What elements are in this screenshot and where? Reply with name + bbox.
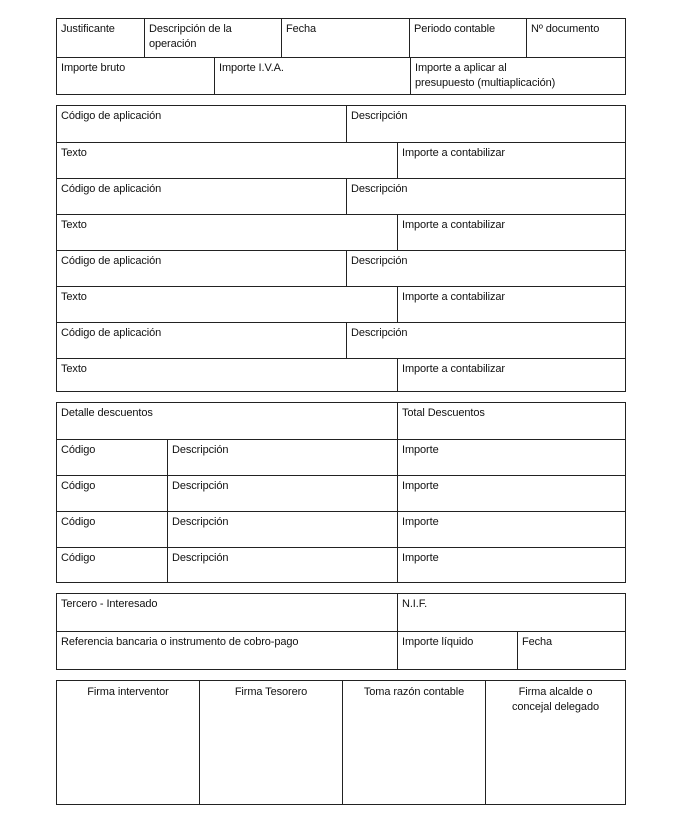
descuento-row xyxy=(57,511,625,547)
justificante-field[interactable] xyxy=(57,19,144,57)
nif-label: N.I.F. xyxy=(402,598,428,610)
descuento-descripcion-label: Descripción xyxy=(172,444,229,456)
referencia-bancaria-field[interactable] xyxy=(57,632,397,669)
codigo-aplicacion-field[interactable] xyxy=(57,179,346,214)
tercero-row-2 xyxy=(57,631,625,669)
importe-liquido-field[interactable] xyxy=(397,632,517,669)
importe-aplicar-label: Importe a aplicar al presupuesto (multiaplicación) xyxy=(415,62,556,89)
codigo-aplicacion-label: Código de aplicación xyxy=(61,255,162,267)
descuento-descripcion-field[interactable] xyxy=(167,512,397,547)
aplicacion-1-codigo-row xyxy=(57,106,625,142)
referencia-bancaria-label: Referencia bancaria o instrumento de cobro-pago xyxy=(61,636,299,648)
codigo-aplicacion-label: Código de aplicación xyxy=(61,327,162,339)
descuento-importe-label: Importe xyxy=(402,444,439,456)
firmas-row xyxy=(57,681,625,804)
aplicacion-1-texto-row xyxy=(57,142,625,178)
descripcion-label: Descripción xyxy=(351,183,408,195)
firma-interventor-box[interactable] xyxy=(57,681,199,804)
importe-aplicar-field[interactable] xyxy=(410,58,625,94)
descuento-row xyxy=(57,547,625,582)
n-documento-field[interactable] xyxy=(526,19,625,57)
descuento-importe-field[interactable] xyxy=(397,512,625,547)
descuento-importe-label: Importe xyxy=(402,552,439,564)
texto-label: Texto xyxy=(61,291,87,303)
tercero-interesado-label: Tercero - Interesado xyxy=(61,598,158,610)
descripcion-label: Descripción xyxy=(351,110,408,122)
descuento-descripcion-field[interactable] xyxy=(167,476,397,511)
texto-field[interactable] xyxy=(57,359,397,391)
importe-contabilizar-label: Importe a contabilizar xyxy=(402,363,505,375)
descuento-row xyxy=(57,439,625,475)
total-descuentos-label: Total Descuentos xyxy=(402,407,485,419)
importe-contabilizar-label: Importe a contabilizar xyxy=(402,291,505,303)
importe-iva-field[interactable] xyxy=(214,58,410,94)
descripcion-label: Descripción xyxy=(351,255,408,267)
descuento-row xyxy=(57,475,625,511)
tercero-fecha-field[interactable] xyxy=(517,632,625,669)
importe-bruto-label: Importe bruto xyxy=(61,62,126,74)
descuento-codigo-field[interactable] xyxy=(57,440,167,475)
detalle-descuentos-field[interactable] xyxy=(57,403,397,439)
firma-alcalde-label: Firma alcalde o concejal delegado xyxy=(512,686,599,713)
firma-tesorero-label: Firma Tesorero xyxy=(234,686,308,698)
tercero-block xyxy=(56,593,626,670)
descripcion-operacion-label: Descripción de la operación xyxy=(149,23,232,50)
codigo-aplicacion-field[interactable] xyxy=(57,323,346,358)
importe-bruto-field[interactable] xyxy=(57,58,214,94)
texto-field[interactable] xyxy=(57,287,397,322)
descuento-codigo-field[interactable] xyxy=(57,512,167,547)
nif-field[interactable] xyxy=(397,594,625,631)
importe-contabilizar-field[interactable] xyxy=(397,359,625,391)
header-block xyxy=(56,18,626,95)
importe-iva-label: Importe I.V.A. xyxy=(219,62,284,74)
tercero-interesado-field[interactable] xyxy=(57,594,397,631)
descuento-codigo-label: Código xyxy=(61,480,96,492)
firma-tesorero-box[interactable] xyxy=(199,681,342,804)
codigo-aplicacion-label: Código de aplicación xyxy=(61,183,162,195)
texto-label: Texto xyxy=(61,219,87,231)
fecha-field[interactable] xyxy=(281,19,409,57)
descuento-codigo-label: Código xyxy=(61,444,96,456)
toma-razon-contable-box[interactable] xyxy=(342,681,485,804)
descuento-importe-label: Importe xyxy=(402,480,439,492)
fecha-label: Fecha xyxy=(286,23,317,35)
codigo-aplicacion-field[interactable] xyxy=(57,106,346,142)
descuento-descripcion-label: Descripción xyxy=(172,516,229,528)
descuento-importe-field[interactable] xyxy=(397,440,625,475)
aplicacion-2-texto-row xyxy=(57,214,625,250)
descuentos-header-row xyxy=(57,403,625,439)
descripcion-field[interactable] xyxy=(346,251,625,286)
importe-liquido-label: Importe líquido xyxy=(402,636,474,648)
texto-field[interactable] xyxy=(57,143,397,178)
codigo-aplicacion-field[interactable] xyxy=(57,251,346,286)
descuento-importe-label: Importe xyxy=(402,516,439,528)
periodo-contable-label: Periodo contable xyxy=(414,23,495,35)
descripcion-operacion-field[interactable] xyxy=(144,19,281,57)
justificante-label: Justificante xyxy=(61,23,115,35)
descuento-descripcion-label: Descripción xyxy=(172,552,229,564)
firmas-block xyxy=(56,680,626,805)
aplicacion-4-texto-row xyxy=(57,358,625,391)
toma-razon-contable-label: Toma razón contable xyxy=(363,686,465,698)
descuento-importe-field[interactable] xyxy=(397,548,625,582)
firma-alcalde-box[interactable] xyxy=(485,681,625,804)
importe-contabilizar-field[interactable] xyxy=(397,287,625,322)
tercero-fecha-label: Fecha xyxy=(522,636,553,648)
aplicacion-4-codigo-row xyxy=(57,322,625,358)
aplicacion-3-texto-row xyxy=(57,286,625,322)
descuento-descripcion-field[interactable] xyxy=(167,548,397,582)
detalle-descuentos-label: Detalle descuentos xyxy=(61,407,153,419)
descuento-importe-field[interactable] xyxy=(397,476,625,511)
descuento-descripcion-field[interactable] xyxy=(167,440,397,475)
firma-interventor-label: Firma interventor xyxy=(87,686,169,698)
periodo-contable-field[interactable] xyxy=(409,19,526,57)
header-row-2 xyxy=(57,57,625,94)
descuento-codigo-field[interactable] xyxy=(57,548,167,582)
descuento-codigo-label: Código xyxy=(61,552,96,564)
descuentos-block xyxy=(56,402,626,583)
texto-label: Texto xyxy=(61,363,87,375)
texto-field[interactable] xyxy=(57,215,397,250)
descuento-descripcion-label: Descripción xyxy=(172,480,229,492)
aplicacion-2-codigo-row xyxy=(57,178,625,214)
total-descuentos-field[interactable] xyxy=(397,403,625,439)
descuento-codigo-label: Código xyxy=(61,516,96,528)
importe-contabilizar-field[interactable] xyxy=(397,215,625,250)
n-documento-label: Nº documento xyxy=(531,23,600,35)
importe-contabilizar-label: Importe a contabilizar xyxy=(402,219,505,231)
texto-label: Texto xyxy=(61,147,87,159)
codigo-aplicacion-label: Código de aplicación xyxy=(61,110,162,122)
descuento-codigo-field[interactable] xyxy=(57,476,167,511)
tercero-row-1 xyxy=(57,594,625,631)
aplicacion-3-codigo-row xyxy=(57,250,625,286)
aplicaciones-block xyxy=(56,105,626,392)
descripcion-field[interactable] xyxy=(346,323,625,358)
header-row-1 xyxy=(57,19,625,57)
descripcion-field[interactable] xyxy=(346,106,625,142)
importe-contabilizar-label: Importe a contabilizar xyxy=(402,147,505,159)
importe-contabilizar-field[interactable] xyxy=(397,143,625,178)
descripcion-field[interactable] xyxy=(346,179,625,214)
descripcion-label: Descripción xyxy=(351,327,408,339)
